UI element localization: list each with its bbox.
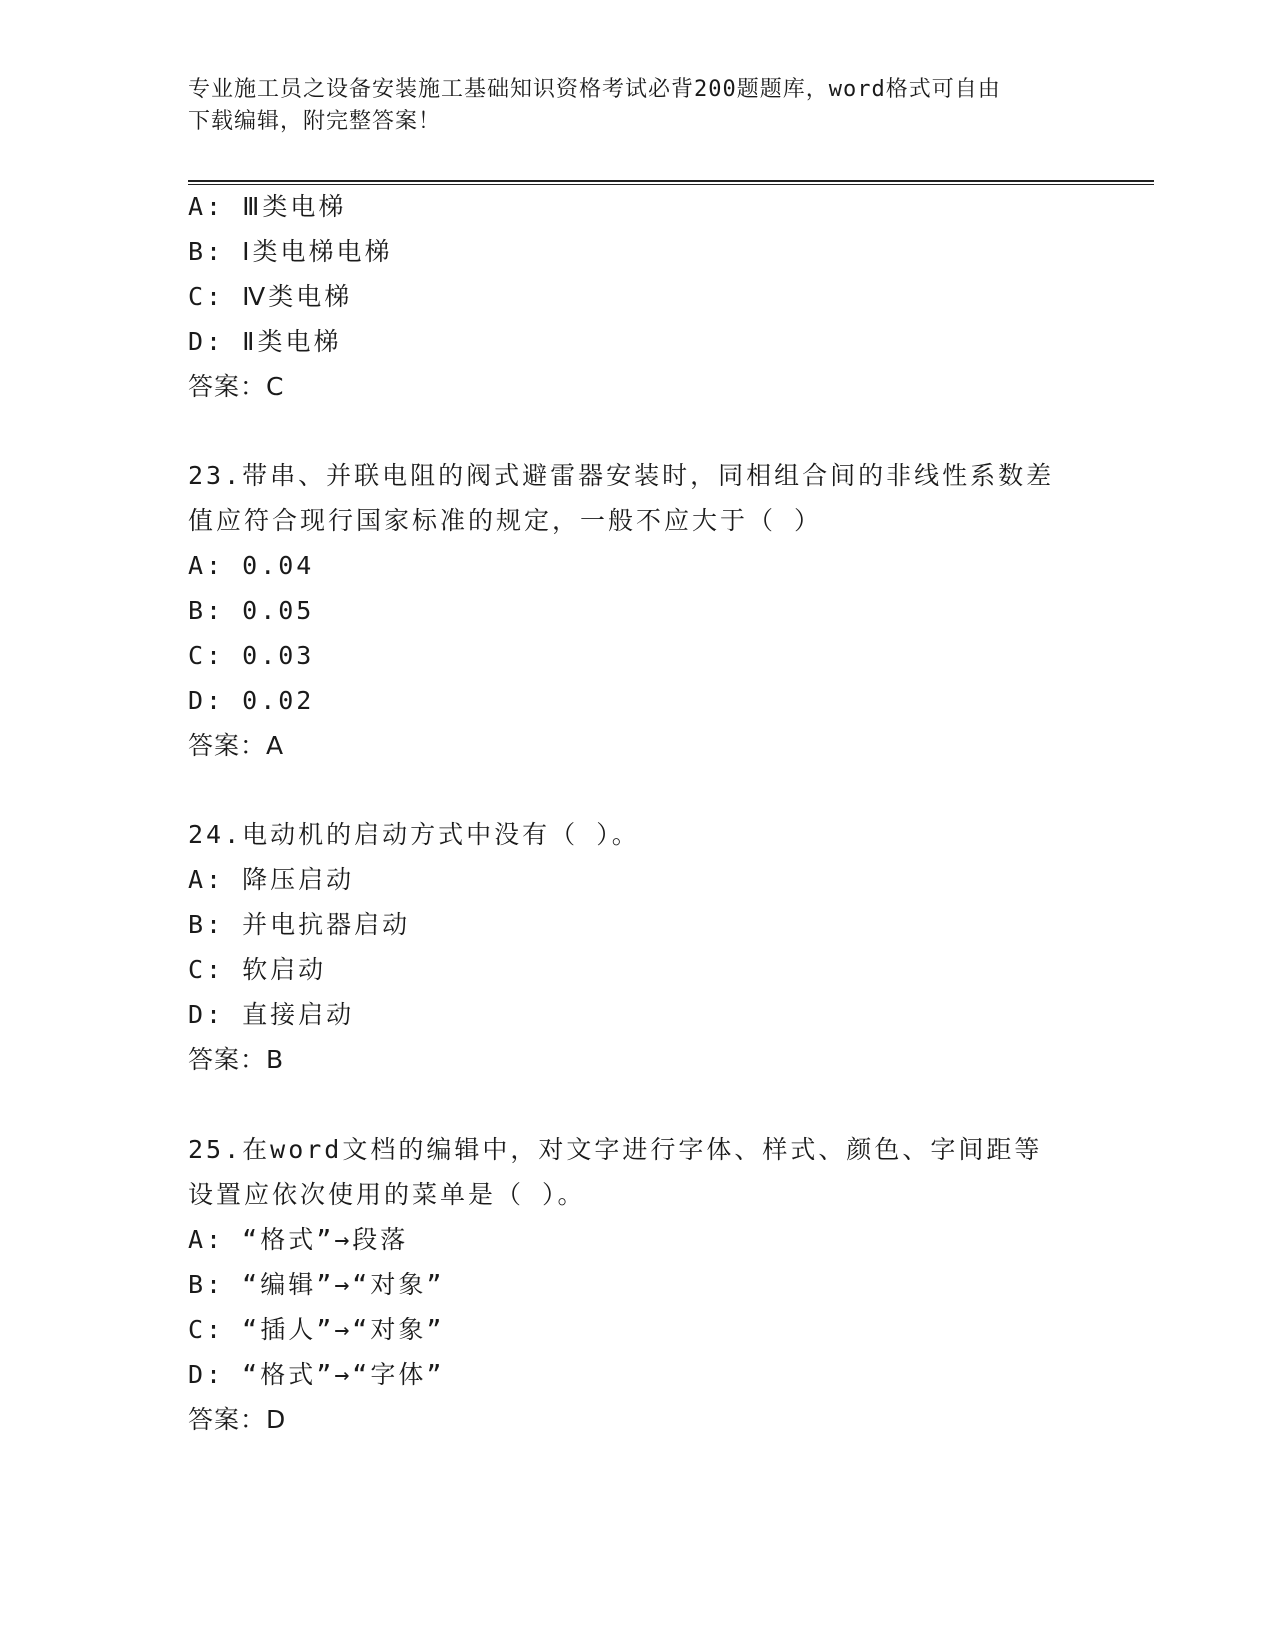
document-header (188, 74, 1068, 138)
q25-answer: 答案：D (188, 1405, 287, 1434)
q24-answer: 答案：B (188, 1045, 285, 1074)
q23-option-a: A: 0.04 (188, 551, 315, 580)
q24-option-a: A: 降压启动 (188, 865, 355, 894)
q25-stem-line-2: 设置应依次使用的菜单是（ ）。 (188, 1180, 586, 1209)
q25-stem-line-1: 25.在word文档的编辑中，对文字进行字体、样式、颜色、字间距等 (188, 1135, 1043, 1164)
q25-option-d: D: “格式”→“字体” (188, 1360, 445, 1389)
q24-stem-line-1: 24.电动机的启动方式中没有（ ）。 (188, 820, 640, 849)
header-line-1: 专业施工员之设备安装施工基础知识资格考试必背200题题库，word格式可自由 (188, 77, 1001, 102)
q25-option-c: C: “插人”→“对象” (188, 1315, 445, 1344)
header-divider (188, 180, 1154, 185)
q22-option-b: B: Ⅰ类电梯电梯 (188, 237, 393, 266)
q23-option-b: B: 0.05 (188, 596, 315, 625)
q24-option-d: D: 直接启动 (188, 1000, 355, 1029)
q24-option-b: B: 并电抗器启动 (188, 910, 411, 939)
header-line-2: 下载编辑，附完整答案！ (188, 109, 442, 134)
q23-answer: 答案：A (188, 731, 285, 760)
q23-option-c: C: 0.03 (188, 641, 315, 670)
q24-option-c: C: 软启动 (188, 955, 327, 984)
q25-option-a: A: “格式”→段落 (188, 1225, 409, 1254)
q22-option-c: C: Ⅳ类电梯 (188, 282, 353, 311)
q22-option-a: A: Ⅲ类电梯 (188, 192, 347, 221)
q22-option-d: D: Ⅱ类电梯 (188, 327, 342, 356)
q22-answer: 答案：C (188, 372, 285, 401)
q23-stem-line-1: 23.带串、并联电阻的阀式避雷器安装时，同相组合间的非线性系数差 (188, 461, 1055, 490)
q25-option-b: B: “编辑”→“对象” (188, 1270, 445, 1299)
q23-option-d: D: 0.02 (188, 686, 315, 715)
q23-stem-line-2: 值应符合现行国家标准的规定，一般不应大于（ ） (188, 506, 823, 535)
